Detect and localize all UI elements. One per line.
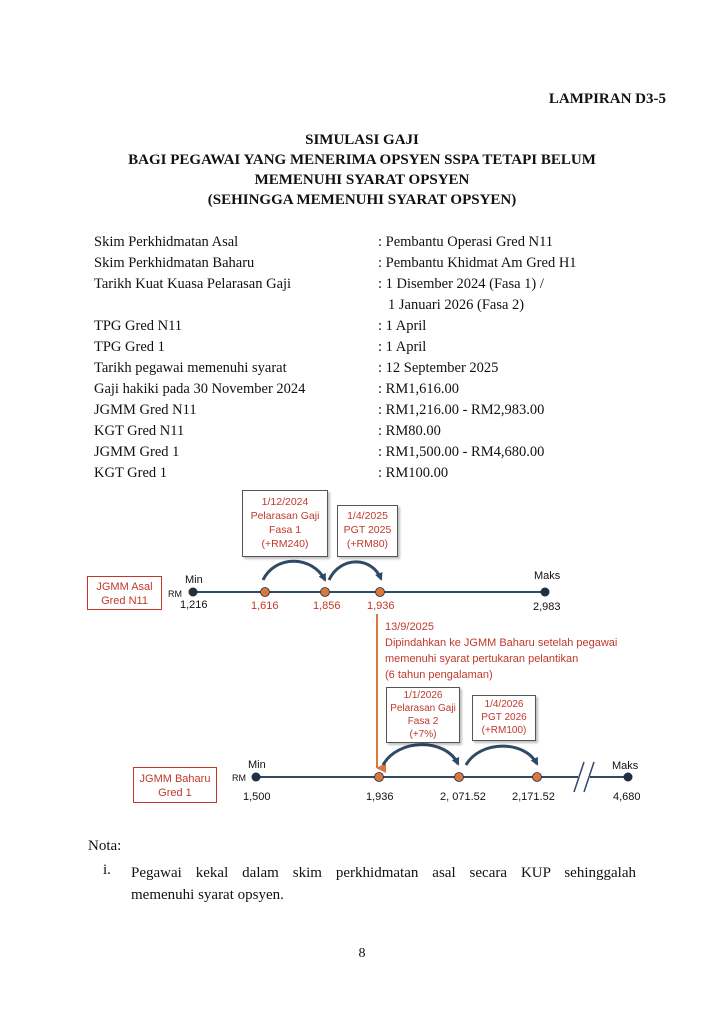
info-value: : RM80.00 bbox=[378, 423, 441, 439]
info-value: 1 Januari 2026 (Fasa 2) bbox=[388, 297, 525, 313]
box-text: Fasa 1 bbox=[268, 524, 302, 536]
info-label: JGMM Gred 1 bbox=[94, 444, 180, 460]
info-label: TPG Gred 1 bbox=[94, 339, 165, 355]
new-salary-dot bbox=[455, 773, 464, 782]
event-box-fasa1 bbox=[242, 490, 328, 557]
title-line-1: SIMULASI GAJI bbox=[305, 132, 419, 148]
new-point-label: 1,500 bbox=[243, 791, 271, 803]
box-text: Fasa 2 bbox=[407, 716, 439, 727]
transfer-note bbox=[385, 619, 617, 683]
info-value: : Pembantu Khidmat Am Gred H1 bbox=[378, 255, 577, 271]
new-point-label: 4,680 bbox=[613, 791, 641, 803]
info-value: : RM1,500.00 - RM4,680.00 bbox=[378, 444, 545, 460]
old-salary-dot bbox=[376, 588, 385, 597]
note-text: (6 tahun pengalaman) bbox=[385, 669, 493, 681]
info-label: Skim Perkhidmatan Asal bbox=[94, 234, 239, 250]
old-max-dot bbox=[541, 588, 550, 597]
old-scale-box bbox=[87, 576, 162, 610]
note-number: i. bbox=[103, 862, 111, 878]
info-value: : 1 April bbox=[378, 318, 427, 334]
info-label: TPG Gred N11 bbox=[94, 318, 183, 334]
note-text: Dipindahkan ke JGMM Baharu setelah pegawai bbox=[385, 637, 618, 649]
box-text: 1/4/2025 bbox=[347, 510, 388, 522]
new-salary-dot bbox=[375, 773, 384, 782]
title-line-3: MEMENUHI SYARAT OPSYEN bbox=[254, 172, 470, 188]
box-text: JGMM Baharu bbox=[139, 773, 211, 785]
info-label: Skim Perkhidmatan Baharu bbox=[94, 255, 255, 271]
info-label: KGT Gred 1 bbox=[94, 465, 168, 481]
info-value: : 1 April bbox=[378, 339, 427, 355]
old-min-dot bbox=[189, 588, 198, 597]
appendix-label: LAMPIRAN D3-5 bbox=[548, 91, 666, 107]
box-text: Gred N11 bbox=[101, 595, 148, 607]
note-text: 13/9/2025 bbox=[385, 621, 434, 633]
old-point-label: 1,856 bbox=[313, 600, 341, 612]
box-text: 1/1/2026 bbox=[403, 690, 443, 701]
note-line: Pegawai kekal dalam skim perkhidmatan asal secara KUP sehinggalah bbox=[131, 865, 636, 881]
new-max-dot bbox=[624, 773, 633, 782]
new-scale-box bbox=[133, 767, 217, 803]
old-salary-dot bbox=[321, 588, 330, 597]
notes-heading: Nota: bbox=[88, 838, 122, 854]
new-arrow-1 bbox=[383, 745, 458, 765]
info-label: Tarikh pegawai memenuhi syarat bbox=[94, 360, 287, 376]
box-text: PGT 2026 bbox=[481, 712, 527, 723]
new-point-label: 2, 071.52 bbox=[440, 791, 486, 803]
old-point-label: 1,616 bbox=[251, 600, 279, 612]
event-box-pgt2025 bbox=[337, 505, 398, 557]
box-text: Pelarasan Gaji bbox=[390, 703, 456, 714]
info-value: : 1 Disember 2024 (Fasa 1) / bbox=[378, 276, 544, 292]
title-line-2: BAGI PEGAWAI YANG MENERIMA OPSYEN SSPA TETAPI BELUM bbox=[128, 152, 596, 168]
info-value: : Pembantu Operasi Gred N11 bbox=[378, 234, 554, 250]
event-box-fasa2 bbox=[386, 687, 460, 743]
new-max-label: Maks bbox=[612, 760, 639, 772]
box-text: JGMM Asal bbox=[96, 581, 153, 593]
old-point-label: 1,216 bbox=[180, 599, 208, 611]
box-text: (+7%) bbox=[409, 729, 437, 740]
old-arrow-1 bbox=[263, 561, 325, 580]
info-label: Tarikh Kuat Kuasa Pelarasan Gaji bbox=[94, 276, 292, 292]
old-rm-label: RM bbox=[168, 589, 182, 599]
note-line: memenuhi syarat opsyen. bbox=[131, 887, 284, 903]
box-text: (+RM80) bbox=[346, 538, 389, 550]
info-label: Gaji hakiki pada 30 November 2024 bbox=[94, 381, 306, 397]
title-line-4: (SEHINGGA MEMENUHI SYARAT OPSYEN) bbox=[207, 192, 517, 208]
new-arrow-2 bbox=[466, 746, 537, 765]
box-text: (+RM100) bbox=[481, 725, 527, 736]
info-value: : RM100.00 bbox=[378, 465, 449, 481]
new-min-dot bbox=[252, 773, 261, 782]
old-salary-dot bbox=[261, 588, 270, 597]
old-max-label: Maks bbox=[534, 570, 561, 582]
box-text: 1/12/2024 bbox=[261, 496, 309, 508]
old-point-label: 2,983 bbox=[533, 601, 561, 613]
box-text: Pelarasan Gaji bbox=[250, 510, 320, 522]
box-text: (+RM240) bbox=[261, 538, 309, 550]
info-label: KGT Gred N11 bbox=[94, 423, 185, 439]
box-text: 1/4/2026 bbox=[484, 699, 524, 710]
new-salary-dot bbox=[533, 773, 542, 782]
info-label: JGMM Gred N11 bbox=[94, 402, 197, 418]
new-min-label: Min bbox=[248, 759, 266, 771]
info-value: : RM1,616.00 bbox=[378, 381, 459, 397]
box-text: PGT 2025 bbox=[343, 524, 392, 536]
box-text: Gred 1 bbox=[158, 787, 192, 799]
note-text: memenuhi syarat pertukaran pelantikan bbox=[385, 653, 579, 665]
new-point-label: 1,936 bbox=[366, 791, 394, 803]
new-point-label: 2,171.52 bbox=[512, 791, 555, 803]
event-box-pgt2026 bbox=[472, 695, 536, 741]
old-min-label: Min bbox=[185, 574, 203, 586]
new-rm-label: RM bbox=[232, 773, 246, 783]
old-point-label: 1,936 bbox=[367, 600, 395, 612]
old-arrow-2 bbox=[329, 562, 381, 580]
note-text bbox=[131, 862, 636, 906]
info-value: : 12 September 2025 bbox=[378, 360, 499, 376]
info-value: : RM1,216.00 - RM2,983.00 bbox=[378, 402, 545, 418]
page-number: 8 bbox=[358, 946, 366, 961]
